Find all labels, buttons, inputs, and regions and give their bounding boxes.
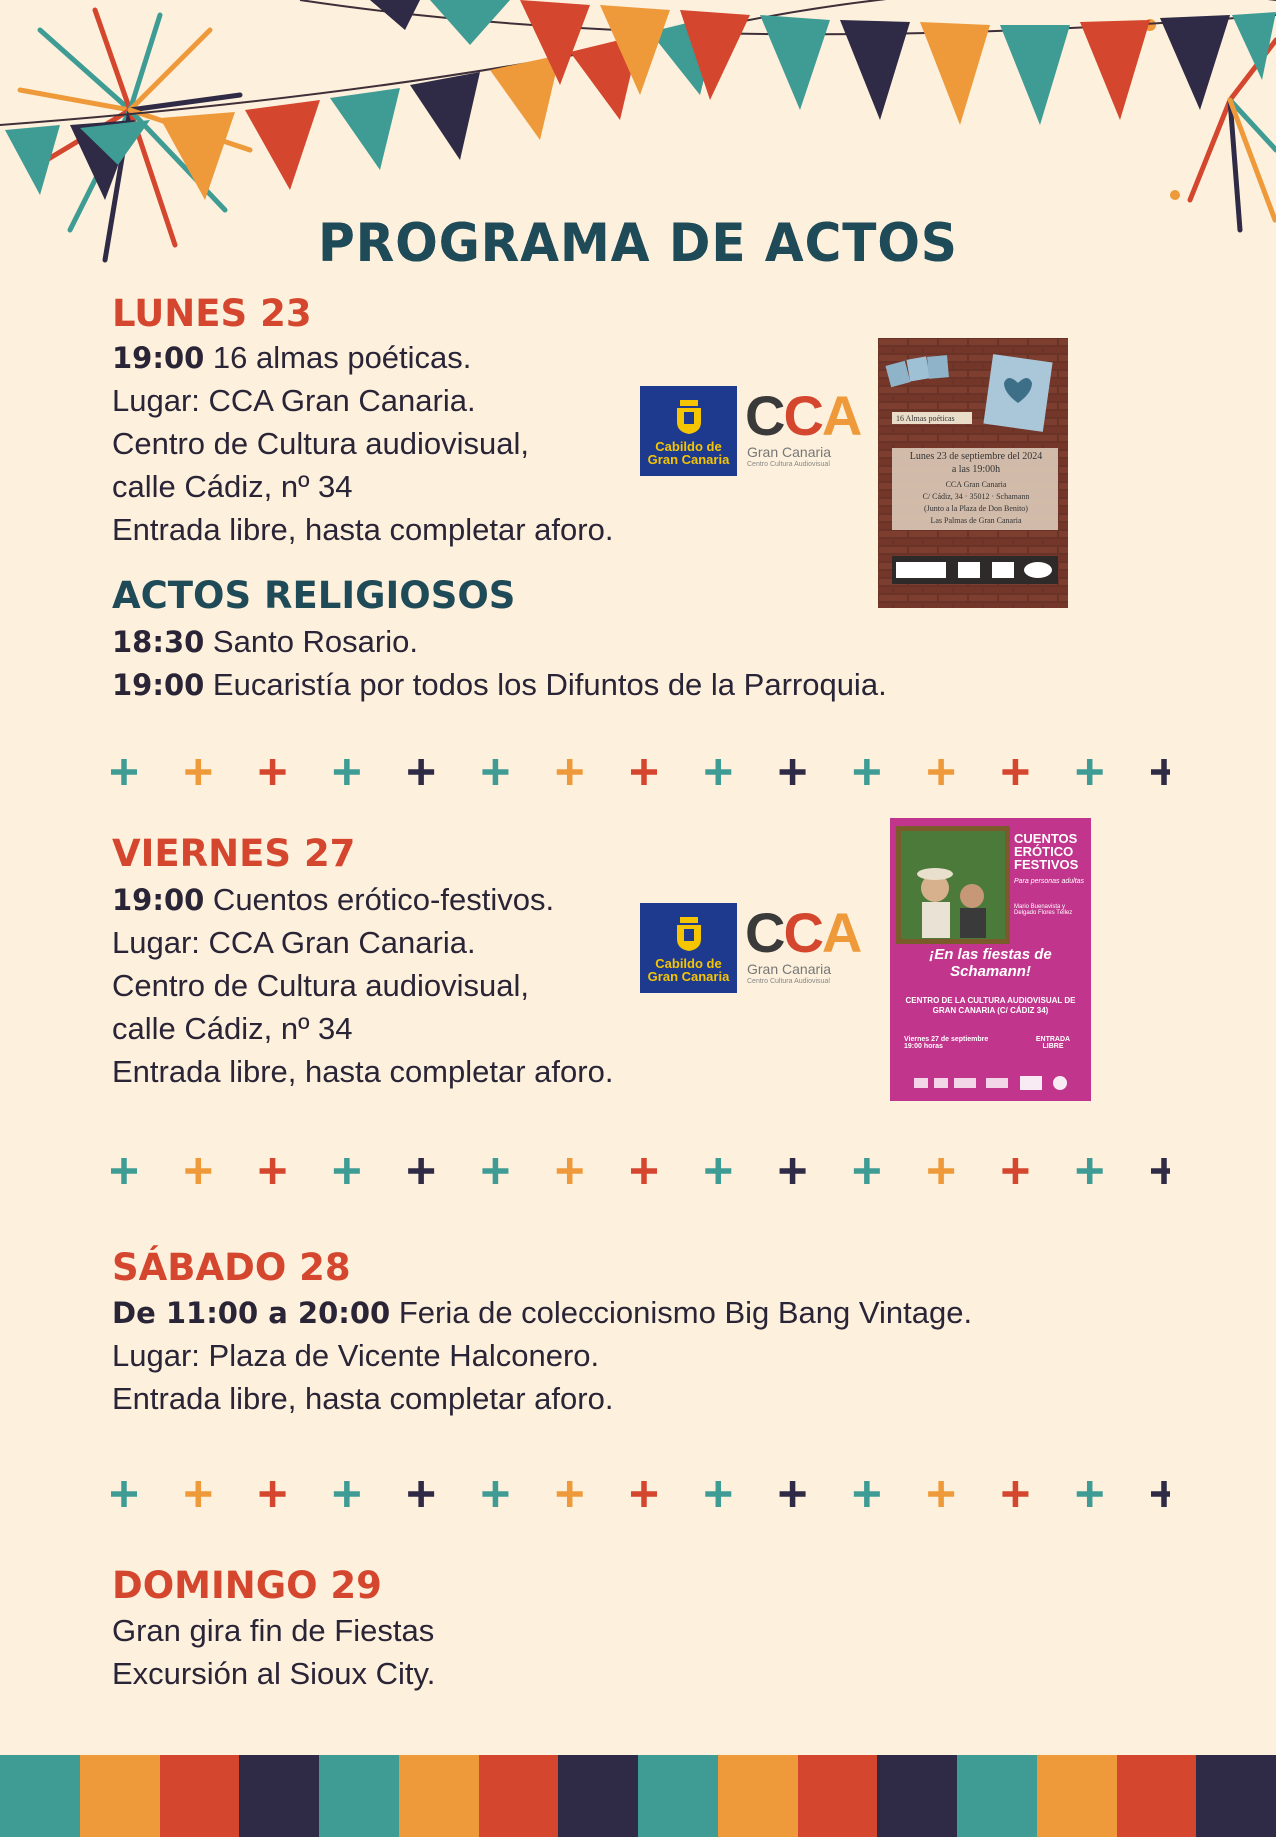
- poster1-title: 16 Almas poéticas: [896, 414, 955, 423]
- monday-entry: Entrada libre, hasta completar aforo.: [112, 512, 614, 547]
- friday-heading: VIERNES 27: [112, 832, 356, 875]
- poster-cuentos-eroticos: [890, 818, 1091, 1101]
- friday-address: calle Cádiz, nº 34: [112, 1011, 353, 1046]
- plus-icon: [334, 759, 360, 785]
- plus-icon: [780, 1481, 806, 1507]
- plus-icon: [260, 1158, 286, 1184]
- plus-icon: [557, 759, 583, 785]
- cabildo-logo: [640, 903, 737, 993]
- cross-divider-3: [110, 1474, 1170, 1514]
- monday-place: Lugar: CCA Gran Canaria.: [112, 383, 476, 418]
- plus-icon: [482, 759, 508, 785]
- poster2-title: CUENTOS ERÓTICO FESTIVOS: [1014, 831, 1079, 872]
- saturday-time: De 11:00 a 20:00: [112, 1296, 391, 1330]
- stripe: [798, 1755, 878, 1837]
- cca-logo: [745, 901, 861, 995]
- poster1-venue: CCA Gran Canaria: [945, 480, 1007, 489]
- plus-icon: [705, 1481, 731, 1507]
- monday-address: calle Cádiz, nº 34: [112, 469, 353, 504]
- plus-icon: [185, 1481, 211, 1507]
- stripe: [957, 1755, 1037, 1837]
- cca-logo-sub2: Centro Cultura Audiovisual: [747, 461, 830, 468]
- plus-icon: [705, 1158, 731, 1184]
- poster1-time: a las 19:00h: [951, 464, 1001, 475]
- poster2-date: Viernes 27 de septiembre 19:00 horas: [904, 1036, 989, 1050]
- saturday-event: [112, 1295, 972, 1331]
- plus-icon: [780, 1158, 806, 1184]
- cross-divider-1: [110, 752, 1170, 792]
- plus-icon: [408, 1481, 434, 1507]
- crest-icon: [672, 913, 706, 953]
- religious-time-1: 18:30: [112, 625, 205, 659]
- stripe: [1037, 1755, 1117, 1837]
- plus-icon: [1151, 759, 1170, 785]
- cross-divider-2: [110, 1151, 1170, 1191]
- friday-time: 19:00: [112, 883, 205, 917]
- stripe: [558, 1755, 638, 1837]
- plus-icon: [780, 759, 806, 785]
- plus-icon: [111, 1158, 137, 1184]
- plus-icon: [1002, 1158, 1028, 1184]
- cca-logo-text: CCA: [745, 384, 861, 447]
- plus-icon: [482, 1158, 508, 1184]
- cca-logo-sub: Gran Canaria: [747, 961, 832, 977]
- poster1-date: Lunes 23 de septiembre del 2024: [909, 451, 1043, 462]
- flags-upper: [370, 0, 1276, 125]
- poster2-sub: Para personas adultas: [1014, 878, 1085, 885]
- plus-icon: [1151, 1158, 1170, 1184]
- plus-icon: [1077, 1481, 1103, 1507]
- saturday-entry: Entrada libre, hasta completar aforo.: [112, 1381, 614, 1416]
- stripe: [638, 1755, 718, 1837]
- plus-icon: [854, 1158, 880, 1184]
- plus-icon: [557, 1158, 583, 1184]
- plus-icon: [1077, 759, 1103, 785]
- cca-logo-text: CCA: [745, 901, 861, 964]
- stripe: [479, 1755, 559, 1837]
- stripe: [319, 1755, 399, 1837]
- plus-icon: [631, 759, 657, 785]
- religious-event-2: [112, 667, 887, 703]
- friday-place: Lugar: CCA Gran Canaria.: [112, 925, 476, 960]
- plus-icon: [260, 1481, 286, 1507]
- plus-icon: [705, 759, 731, 785]
- poster1-city: Las Palmas de Gran Canaria: [930, 516, 1022, 525]
- plus-icon: [408, 759, 434, 785]
- plus-icon: [482, 1481, 508, 1507]
- plus-icon: [334, 1158, 360, 1184]
- stripe: [718, 1755, 798, 1837]
- plus-icon: [928, 759, 954, 785]
- plus-icon: [928, 1481, 954, 1507]
- poster2-slogan: ¡En las fiestas de Schamann!: [929, 946, 1052, 980]
- plus-icon: [260, 759, 286, 785]
- cabildo-logo-line1: Cabildo de: [655, 439, 722, 454]
- cabildo-logo-line1: Cabildo de: [655, 956, 722, 971]
- plus-icon: [631, 1481, 657, 1507]
- plus-icon: [1077, 1158, 1103, 1184]
- poster-almas-poeticas: [878, 338, 1068, 608]
- stripe: [80, 1755, 160, 1837]
- religious-event-2-text: Eucaristía por todos los Difuntos de la Parroquia.: [204, 667, 887, 702]
- monday-event: [112, 340, 471, 376]
- sunday-heading: DOMINGO 29: [112, 1564, 382, 1607]
- plus-icon: [1002, 1481, 1028, 1507]
- monday-time: 19:00: [112, 341, 205, 375]
- poster2-entry: ENTRADA LIBRE: [1035, 1036, 1071, 1050]
- cabildo-logo-line2: Gran Canaria: [647, 452, 730, 467]
- saturday-heading: SÁBADO 28: [112, 1246, 351, 1289]
- poster2-venue: CENTRO DE LA CULTURA AUDIOVISUAL DE GRAN CANARIA (C/ CÁDIZ 34): [905, 996, 1076, 1015]
- plus-icon: [185, 759, 211, 785]
- plus-icon: [111, 759, 137, 785]
- religious-time-2: 19:00: [112, 668, 205, 702]
- sunday-line-2: Excursión al Sioux City.: [112, 1656, 436, 1691]
- poster1-address: C/ Cádiz, 34 · 35012 · Schamann: [922, 492, 1030, 501]
- stripe: [399, 1755, 479, 1837]
- religious-event-1-text: Santo Rosario.: [204, 624, 418, 659]
- cabildo-logo: [640, 386, 737, 476]
- poster2-names: Mario Buenavista y Delgado Flores Téllez: [1014, 904, 1073, 916]
- religious-event-1: [112, 624, 418, 660]
- monday-center: Centro de Cultura audiovisual,: [112, 426, 530, 461]
- monday-event-text: 16 almas poéticas.: [204, 340, 472, 375]
- crest-icon: [672, 396, 706, 436]
- sunday-line-1: Gran gira fin de Fiestas: [112, 1613, 435, 1648]
- stripe: [1196, 1755, 1276, 1837]
- plus-icon: [185, 1158, 211, 1184]
- friday-entry: Entrada libre, hasta completar aforo.: [112, 1054, 614, 1089]
- plus-icon: [334, 1481, 360, 1507]
- cca-logo-sub2: Centro Cultura Audiovisual: [747, 978, 830, 985]
- cabildo-logo-line2: Gran Canaria: [647, 969, 730, 984]
- monday-heading: LUNES 23: [112, 292, 312, 335]
- stripe: [877, 1755, 957, 1837]
- saturday-place: Lugar: Plaza de Vicente Halconero.: [112, 1338, 600, 1373]
- poster1-nearby: (Junto a la Plaza de Don Benito): [924, 504, 1028, 513]
- plus-icon: [1002, 759, 1028, 785]
- cca-logo-sub: Gran Canaria: [747, 444, 832, 460]
- saturday-event-text: Feria de coleccionismo Big Bang Vintage.: [390, 1295, 973, 1330]
- friday-event-text: Cuentos erótico-festivos.: [204, 882, 555, 917]
- religious-heading: ACTOS RELIGIOSOS: [112, 574, 516, 617]
- friday-event: [112, 882, 554, 918]
- plus-icon: [854, 1481, 880, 1507]
- plus-icon: [631, 1158, 657, 1184]
- stripe: [239, 1755, 319, 1837]
- friday-center: Centro de Cultura audiovisual,: [112, 968, 530, 1003]
- stripe: [0, 1755, 80, 1837]
- plus-icon: [408, 1158, 434, 1184]
- plus-icon: [557, 1481, 583, 1507]
- plus-icon: [1151, 1481, 1170, 1507]
- cca-logo: [745, 384, 861, 478]
- bottom-stripes: [0, 1755, 1276, 1837]
- plus-icon: [854, 759, 880, 785]
- plus-icon: [928, 1158, 954, 1184]
- stripe: [1117, 1755, 1197, 1837]
- stripe: [160, 1755, 240, 1837]
- plus-icon: [111, 1481, 137, 1507]
- page-title: PROGRAMA DE ACTOS: [318, 212, 958, 274]
